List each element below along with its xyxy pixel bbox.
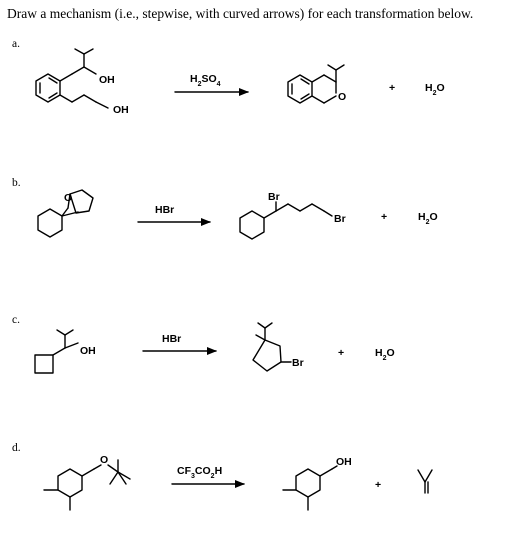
byproduct-b: $H_2O$ <box>418 211 438 226</box>
plus-sign-a: + <box>389 82 396 94</box>
product-b-atom-1: Br <box>268 191 280 203</box>
reactant-b-atom-1: O <box>64 192 73 204</box>
plus-sign-c: + <box>338 347 345 359</box>
reactant-d-structure <box>44 460 130 510</box>
reactant-d-atom-1: O <box>100 454 109 466</box>
byproduct-c: $H_2O$ <box>375 347 395 362</box>
byproduct-a: $H_2O$ <box>425 82 445 97</box>
instruction-text: Draw a mechanism (i.e., stepwise, with curved arrows) for each transformation below. <box>7 6 474 21</box>
product-d-structure <box>283 466 337 510</box>
reagent-b: HBr <box>155 204 175 216</box>
plus-sign-b: + <box>381 211 388 223</box>
product-b-atom-2: Br <box>334 213 346 225</box>
reagent-a: $H_2SO_4$ <box>190 73 221 88</box>
problem-a-label: a. <box>12 38 20 50</box>
reagent-d: $CF_3CO_2H$ <box>177 465 223 480</box>
problem-c-label: c. <box>12 314 20 326</box>
reagent-c: HBr <box>162 333 182 345</box>
reactant-a-atom-2: OH <box>113 104 129 116</box>
product-a-atom-1: O <box>338 91 347 103</box>
byproduct-d-structure <box>418 470 432 493</box>
product-c-structure <box>253 323 291 371</box>
product-a-structure <box>288 65 347 103</box>
product-b-structure <box>240 202 332 239</box>
problem-d-label: d. <box>12 442 21 454</box>
reactant-c-atom-1: OH <box>80 345 96 357</box>
reactant-a-atom-1: OH <box>99 74 115 86</box>
plus-sign-d: + <box>375 479 382 491</box>
reactant-c-structure <box>35 330 78 373</box>
reactant-a-structure <box>36 49 108 108</box>
product-c-atom-1: Br <box>292 357 304 369</box>
product-d-atom-1: OH <box>336 456 352 468</box>
problem-b-label: b. <box>12 177 21 189</box>
